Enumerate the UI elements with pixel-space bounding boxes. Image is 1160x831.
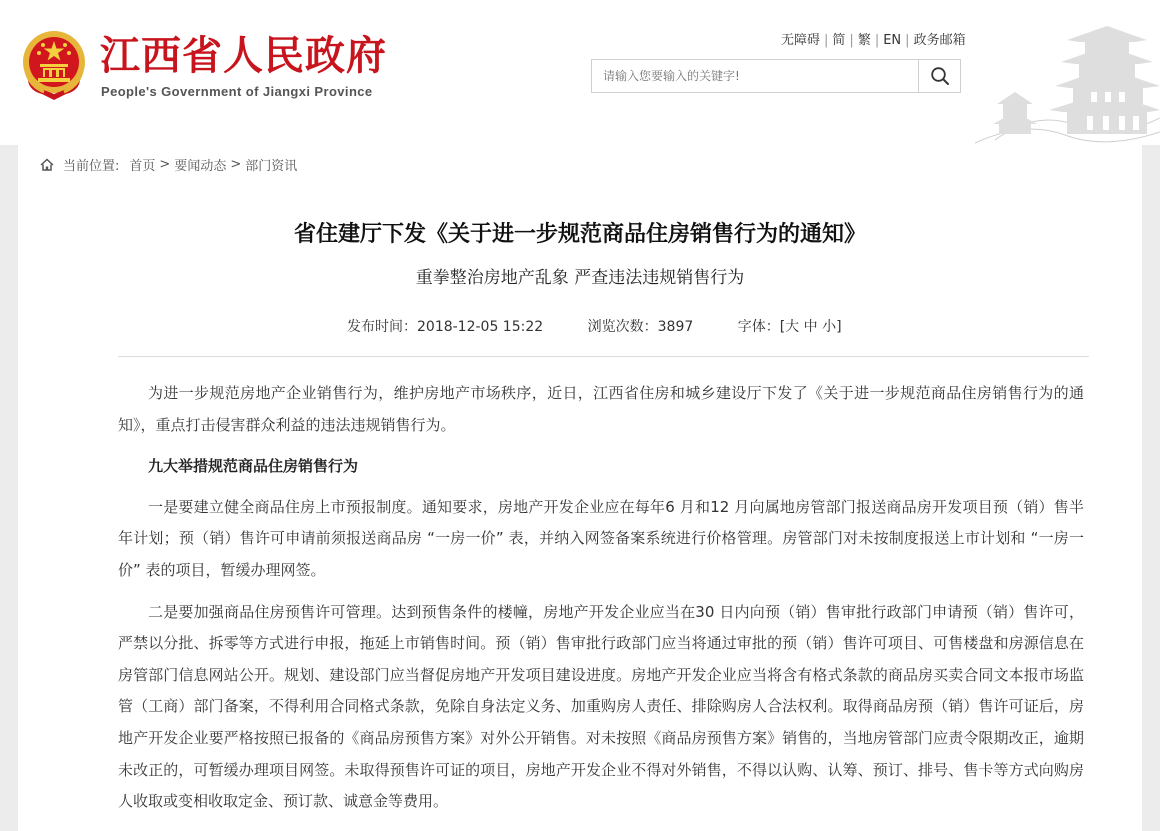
link-separator: |: [874, 33, 880, 48]
view-count: 浏览次数：3897: [587, 319, 694, 335]
link-separator: |: [905, 33, 910, 48]
article-title: 省住建厅下发《关于进一步规范商品住房销售行为的通知》: [293, 222, 866, 247]
traditional-chinese-link[interactable]: 繁: [857, 33, 871, 48]
simplified-chinese-link[interactable]: 简: [832, 33, 846, 48]
site-subtitle: People's Government of Jiangxi Province: [101, 84, 373, 99]
article-paragraph: 一是要建立健全商品住房上市预报制度。通知要求，房地产开发企业应在每年6 月和12 月向属地房管部门报送商品房开发项目预（销）售半年计划；预（销）售许可申请前须报送商品房 “一房一价” 表，并纳入网签备案系统进行价格管理。房管部门对未按制度报送上市计划和 “一房一价” 表的项目，暂缓办理网签。: [118, 497, 1084, 579]
search-input[interactable]: [592, 60, 918, 92]
breadcrumb-home[interactable]: 首页: [129, 159, 156, 174]
site-header: [0, 0, 1160, 145]
pavilion-illustration: [975, 0, 1160, 145]
english-link[interactable]: EN: [883, 33, 902, 48]
article-section-heading: 九大举措规范商品住房销售行为: [148, 457, 359, 476]
article-panel: [18, 145, 1142, 831]
site-title[interactable]: 江西省人民政府: [100, 33, 387, 79]
publish-time: 发布时间：2018-12-05 15:22: [347, 319, 544, 335]
breadcrumb-news[interactable]: 要闻动态: [174, 159, 227, 174]
search-icon: [930, 66, 950, 86]
link-separator: |: [824, 33, 829, 48]
article-meta: [347, 316, 842, 336]
font-size-label: 字体：: [737, 319, 780, 335]
font-size-switcher[interactable]: [大 中 小]: [779, 319, 842, 335]
breadcrumb-label: 当前位置:: [63, 159, 120, 174]
gov-mail-link[interactable]: 政务邮箱: [913, 33, 966, 48]
search-button[interactable]: [918, 60, 960, 92]
article-body: [118, 378, 1084, 828]
top-links: [781, 29, 966, 48]
search-box: [591, 59, 961, 93]
article-paragraph: 为进一步规范房地产企业销售行为，维护房地产市场秩序，近日，江西省住房和城乡建设厅下发了《关于进一步规范商品住房销售行为的通知》，重点打击侵害群众利益的违法违规销售行为。: [118, 384, 1084, 434]
article-subtitle: 重拳整治房地产乱象 严查违法违规销售行为: [415, 268, 745, 288]
breadcrumb-separator: >: [159, 157, 171, 172]
breadcrumb-separator: >: [230, 157, 242, 172]
article-paragraph: 二是要加强商品住房预售许可管理。达到预售条件的楼幢，房地产开发企业应当在30 日内向预（销）售审批行政部门申请预（销）售许可，严禁以分批、拆零等方式进行申报，拖延上市销售时间。预（销）售审批行政部门应当将通过审批的预（销）售许可项目、可售楼盘和房源信息在房管部门信息网站公开。规划、建设部门应当督促房地产开发项目建设进度。房地产开发企业应当将含有格式条款的商品房买卖合同文本报市场监管（工商）部门备案，不得利用合同格式条款，免除自身法定义务、加重购房人责任、排除购房人合法权利。取得商品房预（销）售许可证后，房地产开发企业要严格按照已报备的《商品房预售方案》对外公开销售。对未按照《商品房预售方案》销售的，当地房管部门应责令限期改正，逾期未改正的，可暂缓办理项目网签。未取得预售许可证的项目，房地产开发企业不得对外销售，不得以认购、认筹、预订、排号、售卡等方式向购房人收取或变相收取定金、预订款、诚意金等费用。: [118, 602, 1084, 811]
breadcrumb-dept-news[interactable]: 部门资讯: [245, 159, 298, 174]
divider: [118, 356, 1089, 357]
accessibility-link[interactable]: 无障碍: [781, 33, 821, 48]
link-separator: |: [849, 33, 854, 48]
national-emblem-icon[interactable]: [20, 28, 88, 102]
home-icon: [40, 158, 54, 172]
breadcrumb: [40, 155, 297, 174]
